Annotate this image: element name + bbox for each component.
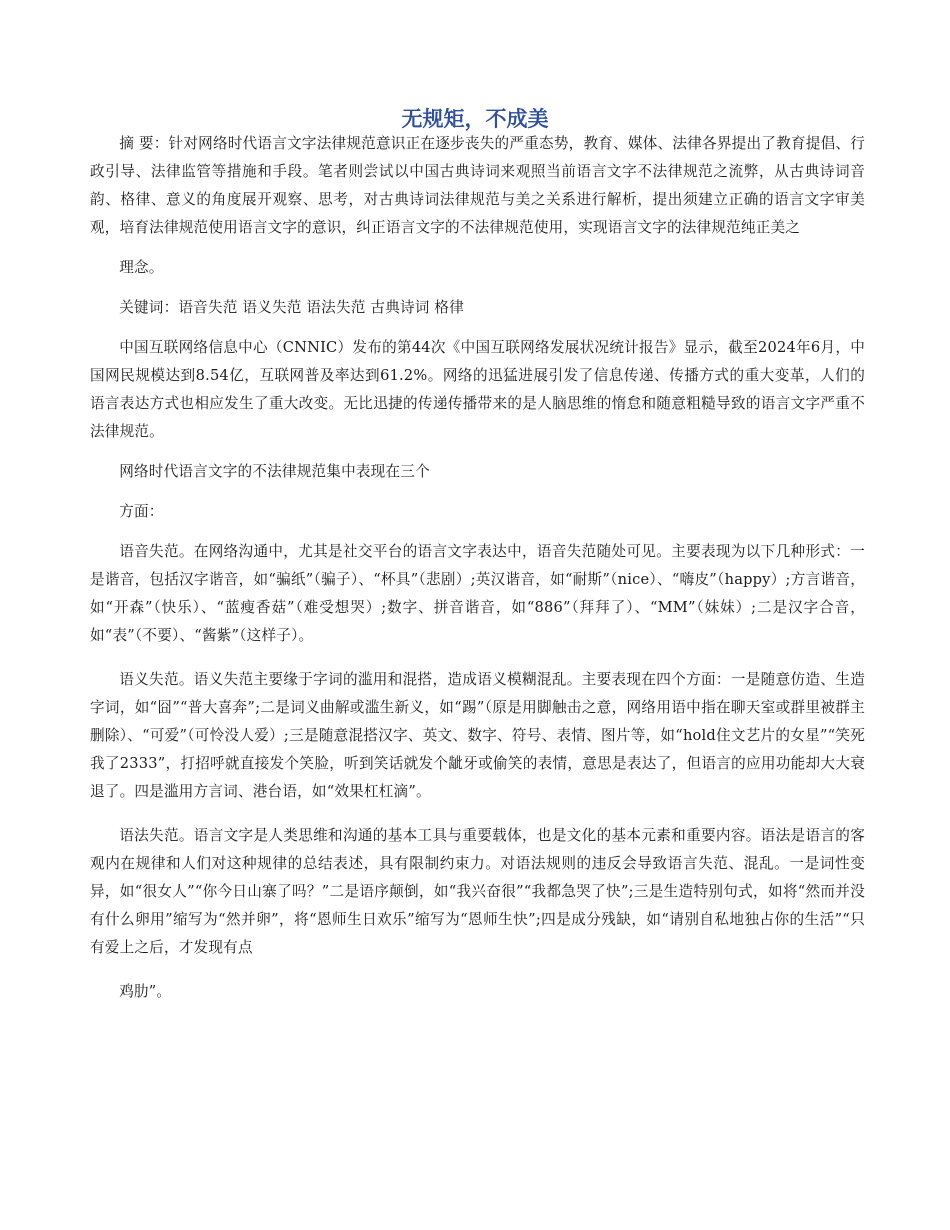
abstract-continuation: 理念。 [119,259,164,276]
intro-continuation: 方面： [119,503,164,520]
intro-paragraph: 网络时代语言文字的不法律规范集中表现在三个 [119,463,430,480]
keywords-paragraph: 关键词：语音失范 语义失范 语法失范 古典诗词 格律 [119,299,465,316]
document-title: 无规矩，不成美 [401,107,549,131]
abstract-paragraph: 摘 要：针对网络时代语言文字法律规范意识正在逐步丧失的严重态势，教育、媒体、法律各界提出了教育提倡、行政引导、法律监管等措施和手段。笔者则尝试以中国古典诗词来观照当前语言文字不法律规范之流弊，从古典诗词音韵、格律、意义的角度展开观察、思考，对古典诗词法律规范与美之关系进行解析，提出须建立正确的语言文字审美观，培育法律规范使用语言文字的意识，纠正语言文字的不法律规范使用，实现语言文字的法律规范纯正美之 [90,135,865,236]
grammar-continuation: 鸡肋”。 [119,983,172,1000]
semantic-paragraph: 语义失范。语义失范主要缘于字词的滥用和混搭，造成语义模糊混乱。主要表现在四个方面：一是随意仿造、生造字词，如“囧”“普大喜奔”;二是词义曲解或滥生新义，如“踢”（原是用脚触击之意，网络用语中指在聊天室或群里被群主删除）、“可爱”（可怜没人爱）;三是随意混搭汉字、英文、数字、符号、表情、图片等，如“hold住文艺片的女星”“笑死我了2333”，打招呼就直接发个笑脸，听到笑话就发个龇牙或偷笑的表情，意思是表达了，但语言的应用功能却大大衰退了。四是滥用方言词、港台语，如“效果杠杠滴”。 [90,671,865,800]
phonetic-paragraph: 语音失范。在网络沟通中，尤其是社交平台的语言文字表达中，语音失范随处可见。主要表现为以下几种形式：一是谐音，包括汉字谐音，如“骗纸”（骗子）、“杯具”（悲剧）;英汉谐音，如“耐斯”（nice）、“嗨皮”（happy）;方言谐音，如“开森”（快乐）、“蓝瘦香菇”（难受想哭）;数字、拼音谐音，如“886”（拜拜了）、“MM”（妹妹）;二是汉字合音，如“表”（不要）、“酱紫”（这样子）。 [90,543,865,644]
document-body [90,130,865,1018]
grammar-paragraph: 语法失范。语言文字是人类思维和沟通的基本工具与重要载体，也是文化的基本元素和重要内容。语法是语言的客观内在规律和人们对这种规律的总结表述，具有限制约束力。对语法规则的违反会导致语言失范、混乱。一是词性变异，如“很女人”“你今日山寨了吗？”二是语序颠倒，如“我兴奋很”“我都急哭了快”;三是生造特别句式，如将“然而并没有什么卵用”缩写为“然并卵”，将“恩师生日欢乐”缩写为“恩师生快”;四是成分残缺，如“请别自私地独占你的生活”“只有爱上之后，才发现有点 [90,827,865,956]
cnnic-paragraph: 中国互联网络信息中心（CNNIC）发布的第44次《中国互联网络发展状况统计报告》显示，截至2024年6月，中国网民规模达到8.54亿，互联网普及率达到61.2%。网络的迅猛进展引发了信息传递、传播方式的重大变革，人们的语言表达方式也相应发生了重大改变。无比迅捷的传递传播带来的是人脑思维的惰怠和随意粗糙导致的语言文字严重不法律规范。 [90,339,865,440]
